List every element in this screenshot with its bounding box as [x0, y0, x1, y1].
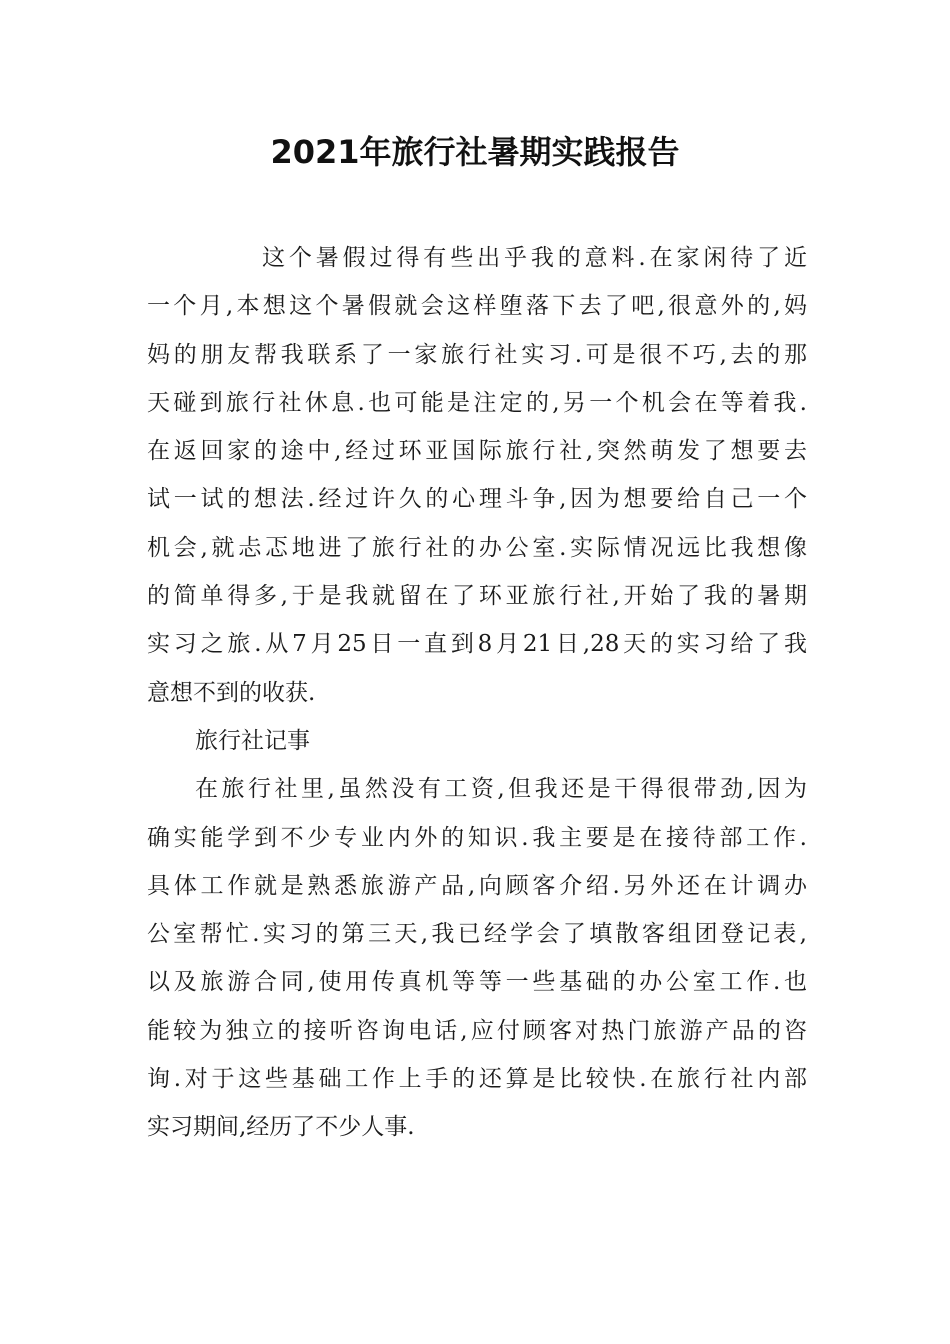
- paragraph-records: [147, 765, 807, 1151]
- paragraph-line: 天碰到旅行社休息.也可能是注定的,另一个机会在等着我.: [147, 389, 807, 416]
- paragraph-line: 意想不到的收获.: [147, 679, 316, 706]
- paragraph-line: 具体工作就是熟悉旅游产品,向顾客介绍.另外还在计调办: [147, 872, 807, 899]
- paragraph-line: 妈的朋友帮我联系了一家旅行社实习.可是很不巧,去的那: [147, 341, 807, 368]
- paragraph-line: 确实能学到不少专业内外的知识.我主要是在接待部工作.: [147, 824, 807, 851]
- document-title: 2021年旅行社暑期实践报告: [270, 133, 680, 171]
- paragraph-line: 这个暑假过得有些出乎我的意料.在家闲待了近: [262, 245, 807, 271]
- paragraph-intro: [147, 234, 807, 717]
- paragraph-line: 机会,就忐忑地进了旅行社的办公室.实际情况远比我想像: [147, 534, 807, 561]
- paragraph-line: 的简单得多,于是我就留在了环亚旅行社,开始了我的暑期: [147, 583, 807, 610]
- paragraph-line: 在旅行社里,虽然没有工资,但我还是干得很带劲,因为: [195, 776, 807, 803]
- paragraph-line: 实习之旅.从7月25日一直到8月21日,28天的实习给了我: [147, 631, 807, 658]
- paragraph-line: 在返回家的途中,经过环亚国际旅行社,突然萌发了想要去: [147, 438, 807, 465]
- paragraph-line: 试一试的想法.经过许久的心理斗争,因为想要给自己一个: [147, 486, 807, 513]
- paragraph-line: 以及旅游合同,使用传真机等等一些基础的办公室工作.也: [147, 969, 807, 996]
- paragraph-line: 能较为独立的接听咨询电话,应付顾客对热门旅游产品的咨: [147, 1017, 807, 1044]
- section-heading: 旅行社记事: [195, 727, 310, 754]
- paragraph-line: 实习期间,经历了不少人事.: [147, 1114, 415, 1141]
- paragraph-line: 一个月,本想这个暑假就会这样堕落下去了吧,很意外的,妈: [147, 293, 807, 320]
- paragraph-line: 公室帮忙.实习的第三天,我已经学会了填散客组团登记表,: [147, 921, 807, 948]
- paragraph-line: 询.对于这些基础工作上手的还算是比较快.在旅行社内部: [147, 1066, 807, 1093]
- document-body: [147, 234, 807, 1152]
